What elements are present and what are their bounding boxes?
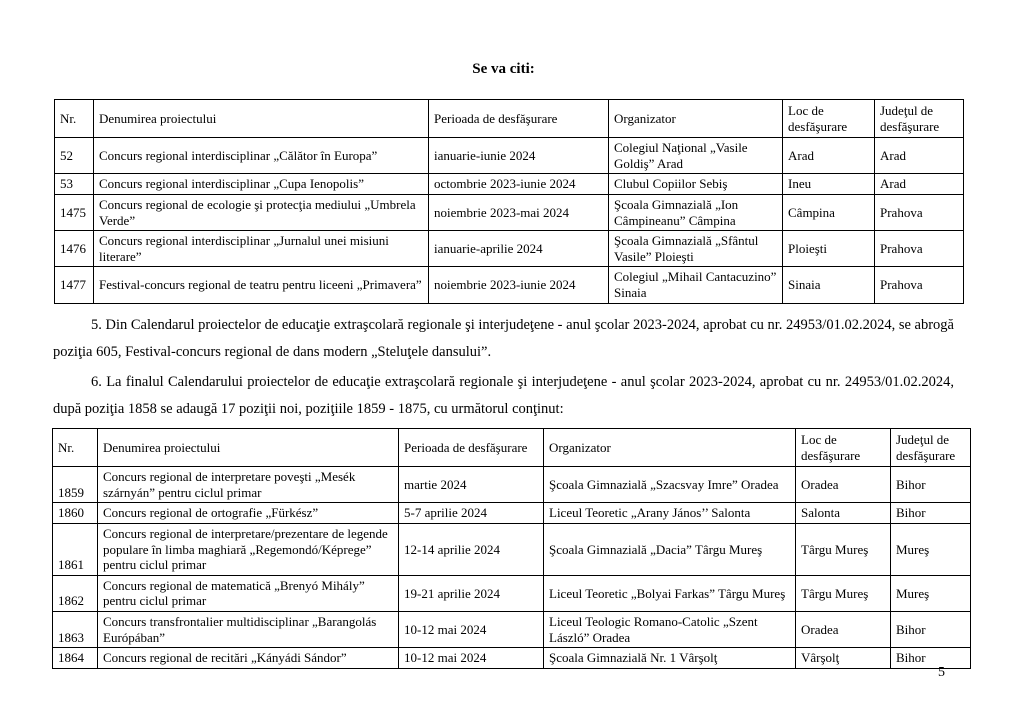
nr-cell: 1476 [55,231,94,267]
column-header: Organizator [609,100,783,138]
organizer-cell: Şcoala Gimnazială „Dacia” Târgu Mureş [544,523,796,575]
county-cell: Arad [875,174,964,195]
period-cell: octombrie 2023-iunie 2024 [429,174,609,195]
county-cell: Bihor [891,503,971,524]
location-cell: Târgu Mureş [796,575,891,611]
organizer-cell: Şcoala Gimnazială Nr. 1 Vârşolţ [544,648,796,669]
paragraph-5: 5. Din Calendarul proiectelor de educaţie extraşcolară regionale şi interjudeţene - anul şcolar 2023-2024, aprobat cu nr. 24953/01.02.2024, se abrogă poziţia 605, Festival-concurs regional de dans modern „Steluţele dansului”. [53,317,954,360]
project-name-cell: Concurs regional de ortografie „Fürkész” [98,503,399,524]
county-cell: Bihor [891,648,971,669]
organizer-cell: Clubul Copiilor Sebiş [609,174,783,195]
period-cell: ianuarie-iunie 2024 [429,138,609,174]
location-cell: Oradea [796,611,891,647]
period-cell: noiembrie 2023-iunie 2024 [429,267,609,303]
period-cell: martie 2024 [399,467,544,503]
period-cell: 10-12 mai 2024 [399,611,544,647]
project-name-cell: Concurs regional de interpretare poveşti „Mesék szárnyán” pentru ciclul primar [98,467,399,503]
county-cell: Prahova [875,231,964,267]
period-cell: 5-7 aprilie 2024 [399,503,544,524]
table-row [53,467,971,503]
nr-cell: 1861 [53,523,98,575]
location-cell: Salonta [796,503,891,524]
column-header: Nr. [53,429,98,467]
county-cell: Bihor [891,467,971,503]
project-name-cell: Concurs regional de matematică „Brenyó Mihály” pentru ciclul primar [98,575,399,611]
organizer-cell: Liceul Teoretic „Arany János’’ Salonta [544,503,796,524]
column-header: Loc de desfăşurare [796,429,891,467]
nr-cell: 1864 [53,648,98,669]
project-name-cell: Concurs regional interdisciplinar „Jurnalul unei misiuni literare” [94,231,429,267]
location-cell: Oradea [796,467,891,503]
column-header: Nr. [55,100,94,138]
project-name-cell: Concurs regional interdisciplinar „Călător în Europa” [94,138,429,174]
table-header-row [53,429,971,467]
project-name-cell: Festival-concurs regional de teatru pentru liceeni „Primavera” [94,267,429,303]
period-cell: 19-21 aprilie 2024 [399,575,544,611]
project-name-cell: Concurs regional interdisciplinar „Cupa Ienopolis” [94,174,429,195]
period-cell: 12-14 aprilie 2024 [399,523,544,575]
column-header: Organizator [544,429,796,467]
column-header: Perioada de desfăşurare [399,429,544,467]
document-title: Se va citi: [472,61,535,77]
nr-cell: 1477 [55,267,94,303]
column-header: Denumirea proiectului [94,100,429,138]
period-cell: 10-12 mai 2024 [399,648,544,669]
table-row [53,523,971,575]
nr-cell: 1862 [53,575,98,611]
county-cell: Mureş [891,575,971,611]
period-cell: noiembrie 2023-mai 2024 [429,194,609,230]
column-header: Loc de desfăşurare [783,100,875,138]
county-cell: Prahova [875,267,964,303]
location-cell: Târgu Mureş [796,523,891,575]
county-cell: Prahova [875,194,964,230]
project-name-cell: Concurs transfrontalier multidisciplinar „Barangolás Európában” [98,611,399,647]
organizer-cell: Colegiul „Mihail Cantacuzino” Sinaia [609,267,783,303]
nr-cell: 52 [55,138,94,174]
location-cell: Ploieşti [783,231,875,267]
table-row [55,174,964,195]
table-row [53,611,971,647]
location-cell: Vârşolţ [796,648,891,669]
organizer-cell: Liceul Teologic Romano-Catolic „Szent László” Oradea [544,611,796,647]
table-header-row [55,100,964,138]
table-row [53,575,971,611]
page-number: 5 [938,665,945,680]
nr-cell: 1859 [53,467,98,503]
location-cell: Arad [783,138,875,174]
table-row [55,267,964,303]
organizer-cell: Liceul Teoretic „Bolyai Farkas” Târgu Mureş [544,575,796,611]
organizer-cell: Şcoala Gimnazială „Sfântul Vasile” Ploieşti [609,231,783,267]
column-header: Perioada de desfăşurare [429,100,609,138]
column-header: Judeţul de desfăşurare [891,429,971,467]
county-cell: Mureş [891,523,971,575]
organizer-cell: Şcoala Gimnazială „Szacsvay Imre” Oradea [544,467,796,503]
table-row [53,503,971,524]
column-header: Judeţul de desfăşurare [875,100,964,138]
organizer-cell: Colegiul Naţional „Vasile Goldiş” Arad [609,138,783,174]
errata-table [54,99,964,304]
nr-cell: 1475 [55,194,94,230]
table-row [55,138,964,174]
additions-table [52,428,971,669]
project-name-cell: Concurs regional de interpretare/prezentare de legende populare în limba maghiară „Regemondó/Képrege” pentru ciclul primar [98,523,399,575]
location-cell: Câmpina [783,194,875,230]
project-name-cell: Concurs regional de ecologie şi protecţia mediului „Umbrela Verde” [94,194,429,230]
table-row [53,648,971,669]
table-row [55,231,964,267]
table-row [55,194,964,230]
column-header: Denumirea proiectului [98,429,399,467]
organizer-cell: Şcoala Gimnazială „Ion Câmpineanu” Câmpina [609,194,783,230]
nr-cell: 53 [55,174,94,195]
county-cell: Bihor [891,611,971,647]
nr-cell: 1860 [53,503,98,524]
period-cell: ianuarie-aprilie 2024 [429,231,609,267]
project-name-cell: Concurs regional de recitări „Kányádi Sándor” [98,648,399,669]
paragraph-6: 6. La finalul Calendarului proiectelor de educaţie extraşcolară regionale şi interjudeţene - anul şcolar 2023-2024, aprobat cu nr. 24953/01.02.2024, după poziţia 1858 se adaugă 17 poziţii noi, poziţiile 1859 - 1875, cu următorul conţinut: [53,374,954,417]
county-cell: Arad [875,138,964,174]
location-cell: Ineu [783,174,875,195]
location-cell: Sinaia [783,267,875,303]
nr-cell: 1863 [53,611,98,647]
